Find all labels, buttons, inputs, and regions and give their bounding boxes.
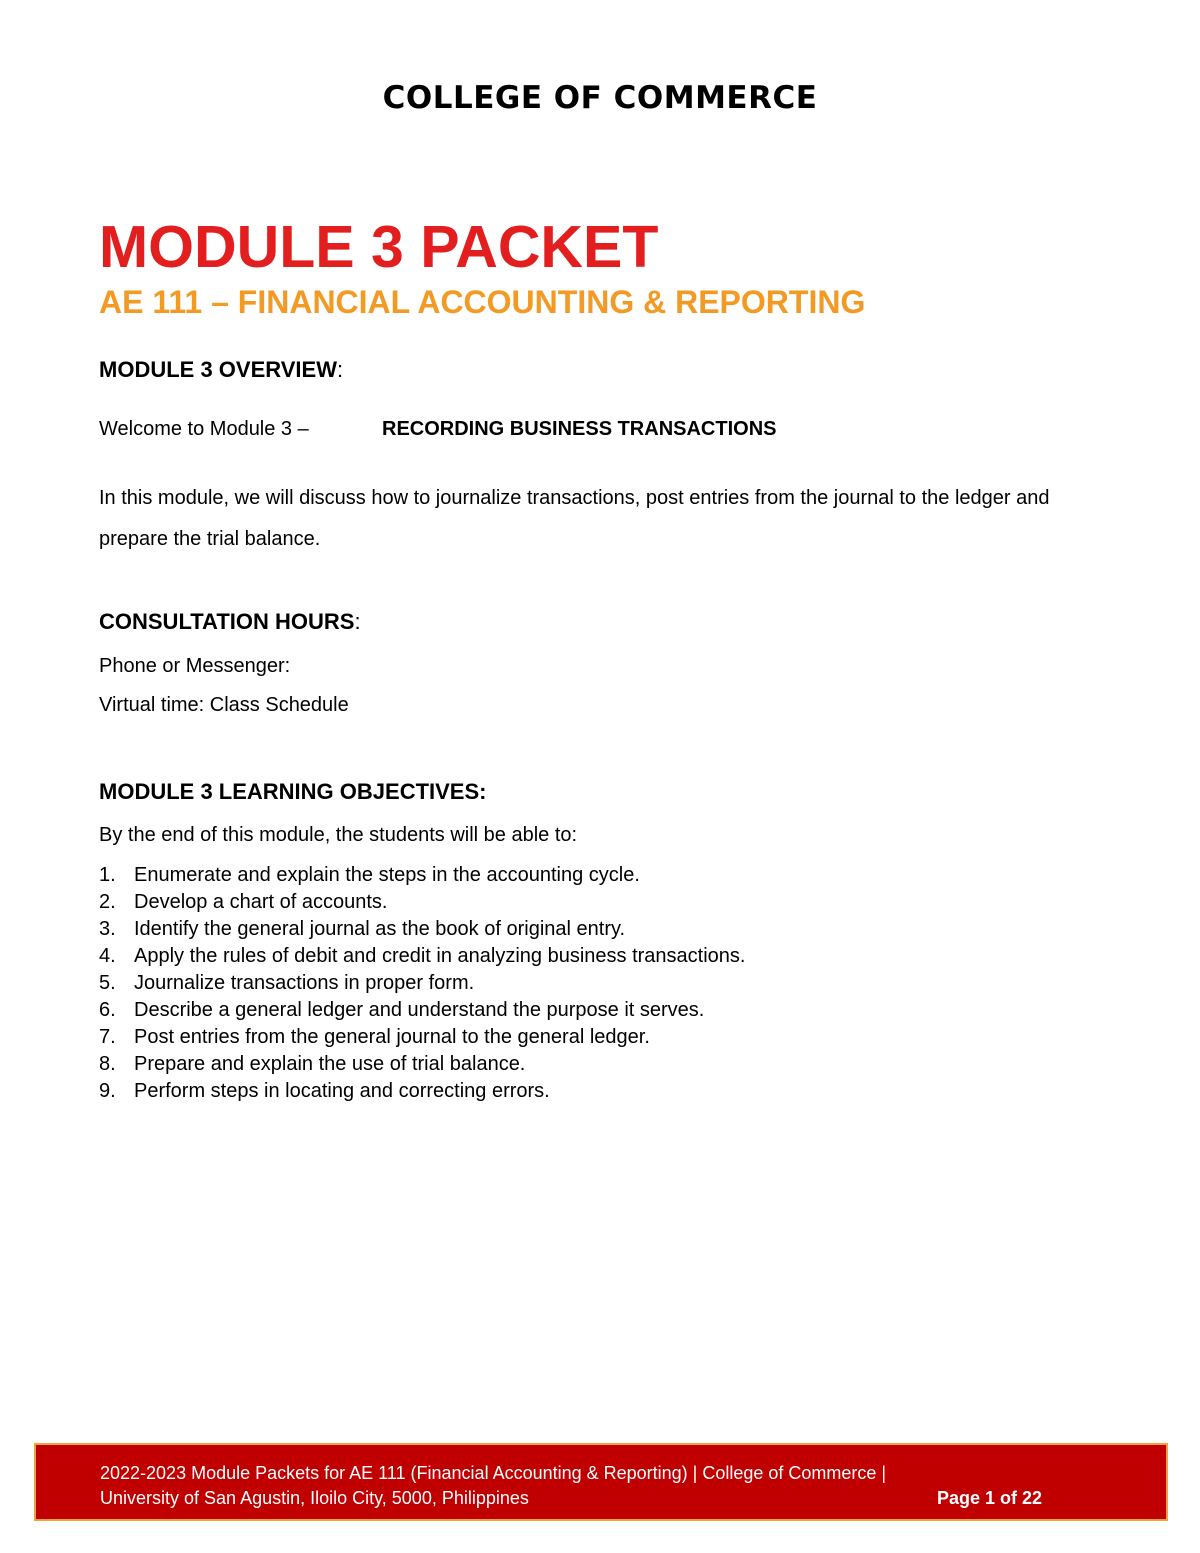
list-item <box>99 970 745 997</box>
module-title: MODULE 3 PACKET <box>99 214 659 280</box>
list-item-text: Perform steps in locating and correcting errors. <box>134 1080 550 1102</box>
objectives-list <box>99 862 745 1105</box>
page-footer <box>34 1443 1168 1521</box>
list-item-text: Develop a chart of accounts. <box>134 891 388 913</box>
objectives-heading: MODULE 3 LEARNING OBJECTIVES: <box>99 779 487 804</box>
list-item-number: 3. <box>99 918 116 940</box>
list-item <box>99 862 745 889</box>
list-item-text: Prepare and explain the use of trial balance. <box>134 1053 526 1075</box>
list-item-text: Journalize transactions in proper form. <box>134 972 475 994</box>
list-item <box>99 1024 745 1051</box>
welcome-label: Welcome to Module 3 – <box>99 418 309 440</box>
list-item-text: Identify the general journal as the book of original entry. <box>134 918 626 940</box>
college-header: COLLEGE OF COMMERCE <box>382 80 818 116</box>
consultation-heading <box>99 609 361 635</box>
page-number: Page 1 of 22 <box>936 1488 1042 1508</box>
footer-line-1: 2022-2023 Module Packets for AE 111 (Financial Accounting & Reporting) | College of Commerce | <box>100 1463 887 1483</box>
list-item-text: Post entries from the general journal to the general ledger. <box>134 1026 650 1048</box>
overview-description: In this module, we will discuss how to journalize transactions, post entries from the journal to the ledger and prepare the trial balance. <box>99 487 1050 550</box>
consultation-phone: Phone or Messenger: <box>99 655 291 677</box>
list-item-text: Apply the rules of debit and credit in analyzing business transactions. <box>134 945 746 967</box>
list-item <box>99 1051 745 1078</box>
course-title: AE 111 – FINANCIAL ACCOUNTING & REPORTING <box>99 284 866 320</box>
list-item-number: 9. <box>99 1080 116 1102</box>
list-item-number: 4. <box>99 945 116 967</box>
overview-heading-colon: : <box>336 357 344 382</box>
list-item-number: 6. <box>99 999 116 1021</box>
list-item-number: 8. <box>99 1053 116 1075</box>
list-item <box>99 889 745 916</box>
overview-heading <box>99 357 343 383</box>
overview-heading-text: MODULE 3 OVERVIEW <box>99 357 337 382</box>
consultation-virtual-time: Virtual time: Class Schedule <box>99 694 349 716</box>
list-item-text: Enumerate and explain the steps in the accounting cycle. <box>134 864 640 886</box>
consultation-heading-text: CONSULTATION HOURS <box>99 609 355 634</box>
objectives-intro: By the end of this module, the students will be able to: <box>99 824 578 846</box>
welcome-row <box>99 418 776 441</box>
list-item-number: 2. <box>99 891 116 913</box>
list-item-number: 1. <box>99 864 116 886</box>
list-item <box>99 916 745 943</box>
list-item <box>99 943 745 970</box>
list-item-number: 5. <box>99 972 116 994</box>
list-item-number: 7. <box>99 1026 116 1048</box>
list-item <box>99 1078 745 1105</box>
consultation-heading-colon: : <box>354 609 361 634</box>
welcome-topic: RECORDING BUSINESS TRANSACTIONS <box>382 418 777 440</box>
footer-line-2: University of San Agustin, Iloilo City, 5000, Philippines <box>100 1488 529 1508</box>
list-item <box>99 997 745 1024</box>
list-item-text: Describe a general ledger and understand the purpose it serves. <box>134 999 705 1021</box>
